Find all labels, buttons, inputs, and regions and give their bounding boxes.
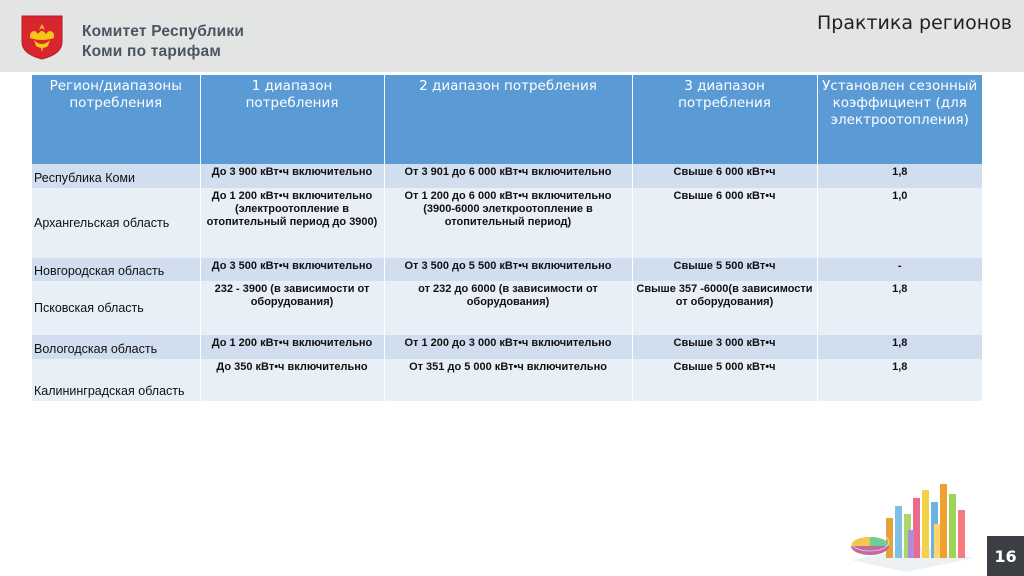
region-cell: Калининградская область <box>32 359 200 401</box>
coefficient-cell: - <box>817 258 982 281</box>
tariff-table <box>32 75 982 401</box>
range-2-cell: От 351 до 5 000 кВт•ч включительно <box>384 359 632 401</box>
range-1-cell: До 3 500 кВт•ч включительно <box>200 258 384 281</box>
region-cell: Республика Коми <box>32 164 200 188</box>
range-3-cell: Свыше 3 000 кВт•ч <box>632 335 817 359</box>
page-number: 16 <box>987 536 1024 576</box>
coefficient-cell: 1,0 <box>817 188 982 258</box>
table-row <box>32 335 982 359</box>
region-cell: Новгородская область <box>32 258 200 281</box>
column-header-region: Регион/диапазоны потребления <box>32 75 200 164</box>
slide-header <box>0 0 1024 72</box>
table-row <box>32 188 982 258</box>
table-row <box>32 359 982 401</box>
region-cell: Архангельская область <box>32 188 200 258</box>
range-2-cell: От 3 901 до 6 000 кВт•ч включительно <box>384 164 632 188</box>
range-3-cell: Свыше 6 000 кВт•ч <box>632 188 817 258</box>
coefficient-cell: 1,8 <box>817 164 982 188</box>
range-1-cell: 232 - 3900 (в зависимости от оборудования) <box>200 281 384 335</box>
range-1-cell: До 3 900 кВт•ч включительно <box>200 164 384 188</box>
region-cell: Псковская область <box>32 281 200 335</box>
coefficient-cell: 1,8 <box>817 281 982 335</box>
coefficient-cell: 1,8 <box>817 359 982 401</box>
column-header-range-3: 3 диапазон потребления <box>632 75 817 164</box>
range-1-cell: До 1 200 кВт•ч включительно (электроотопление в отопительный период до 3900) <box>200 188 384 258</box>
table-row <box>32 258 982 281</box>
organization-name-line2: Коми по тарифам <box>82 43 222 60</box>
range-1-cell: До 350 кВт•ч включительно <box>200 359 384 401</box>
column-header-range-2: 2 диапазон потребления <box>384 75 632 164</box>
range-3-cell: Свыше 5 500 кВт•ч <box>632 258 817 281</box>
range-3-cell: Свыше 6 000 кВт•ч <box>632 164 817 188</box>
slide-title: Практика регионов <box>817 12 1012 34</box>
region-cell: Вологодская область <box>32 335 200 359</box>
range-2-cell: От 1 200 до 3 000 кВт•ч включительно <box>384 335 632 359</box>
range-2-cell: От 3 500 до 5 500 кВт•ч включительно <box>384 258 632 281</box>
range-3-cell: Свыше 357 -6000(в зависимости от оборудования) <box>632 281 817 335</box>
column-header-range-1: 1 диапазон потребления <box>200 75 384 164</box>
organization-name <box>82 22 244 62</box>
range-1-cell: До 1 200 кВт•ч включительно <box>200 335 384 359</box>
column-header-seasonal-coefficient: Установлен сезонный коэффициент (для электроотопления) <box>817 75 982 164</box>
table-row <box>32 281 982 335</box>
table-header-row <box>32 75 982 164</box>
range-2-cell: От 1 200 до 6 000 кВт•ч включительно (3900-6000 элеткроотопление в отопительный период) <box>384 188 632 258</box>
table-row <box>32 164 982 188</box>
organization-name-line1: Комитет Республики <box>82 23 245 40</box>
coefficient-cell: 1,8 <box>817 335 982 359</box>
komi-emblem-icon <box>20 14 64 60</box>
range-2-cell: от 232 до 6000 (в зависимости от оборудования) <box>384 281 632 335</box>
range-3-cell: Свыше 5 000 кВт•ч <box>632 359 817 401</box>
bar-chart-illustration-icon <box>846 480 976 572</box>
